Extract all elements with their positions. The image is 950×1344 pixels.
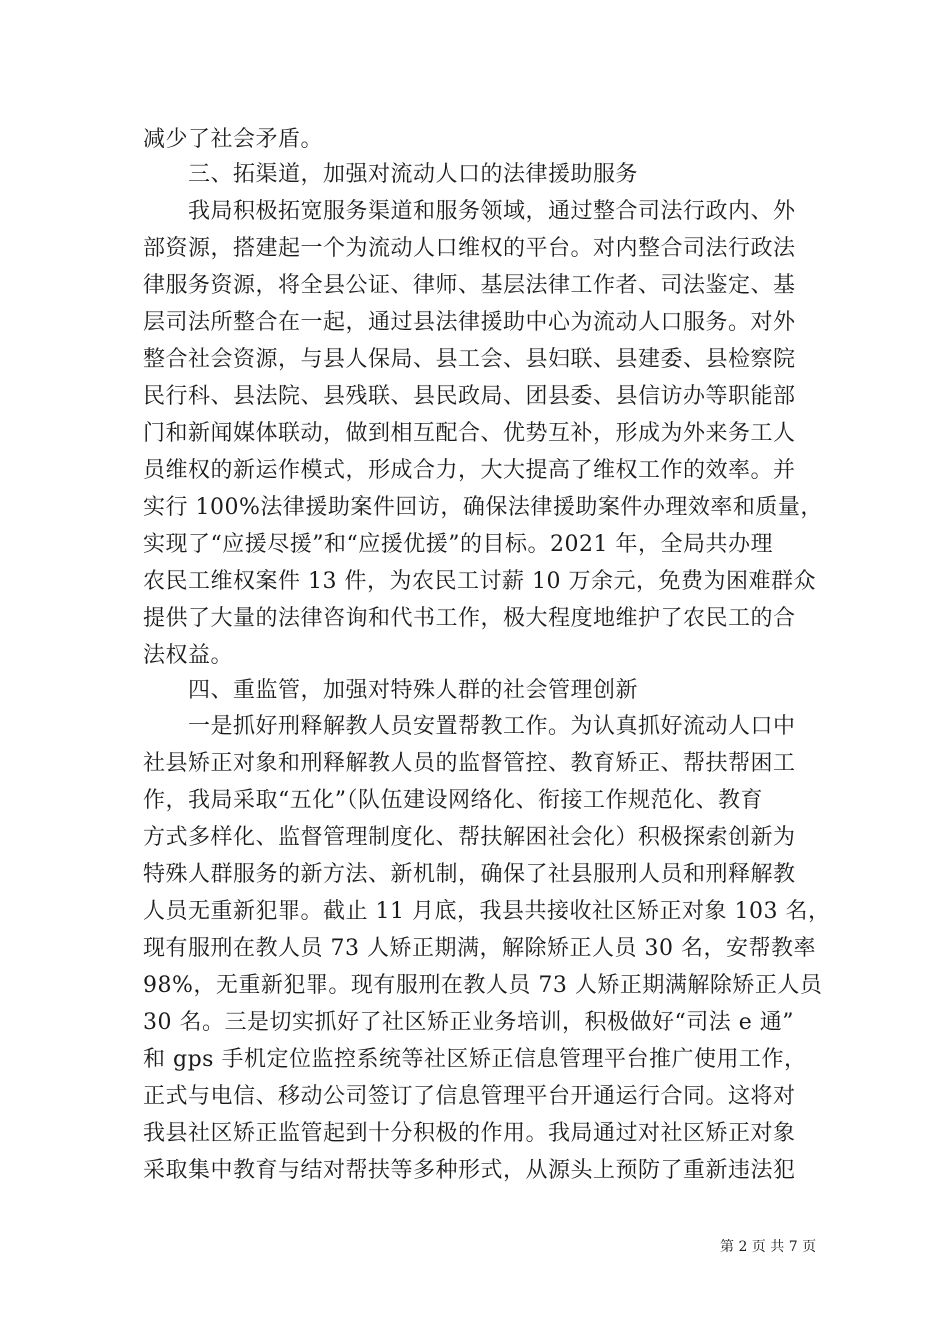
section-heading-3: 三、拓渠道，加强对流动人口的法律援助服务 — [188, 162, 639, 187]
text-line-18: 社县矫正对象和刑释解教人员的监督管控、教育矫正、帮扶帮困工 — [143, 751, 796, 776]
text-line-23: 现有服刑在教人员 73 人矫正期满，解除矫正人员 30 名，安帮教率 — [143, 936, 816, 961]
text-line-14: 提供了大量的法律咨询和代书工作，极大程度地维护了农民工的合 — [143, 606, 796, 631]
text-line-5: 律服务资源，将全县公证、律师、基层法律工作者、司法鉴定、基 — [143, 273, 796, 298]
text-line-6: 层司法所整合在一起，通过县法律援助中心为流动人口服务。对外 — [143, 310, 796, 335]
text-line-11: 实行 100%法律援助案件回访，确保法律援助案件办理效率和质量， — [143, 495, 823, 520]
text-line-19: 作，我局采取“五化”（队伍建设网络化、衔接工作规范化、教育 — [143, 788, 763, 813]
text-line-3: 我局积极拓宽服务渠道和服务领域，通过整合司法行政内、外 — [188, 199, 796, 224]
text-line-21: 特殊人群服务的新方法、新机制，确保了社县服刑人员和刑释解教 — [143, 862, 796, 887]
text-line-10: 员维权的新运作模式，形成合力，大大提高了维权工作的效率。并 — [143, 458, 796, 483]
text-line-22: 人员无重新犯罪。截止 11 月底，我县共接收社区矫正对象 103 名， — [143, 899, 831, 924]
text-line-13: 农民工维权案件 13 件，为农民工讨薪 10 万余元，免费为困难群众 — [143, 569, 816, 594]
text-line-17: 一是抓好刑释解教人员安置帮教工作。为认真抓好流动人口中 — [188, 714, 796, 739]
text-line-27: 正式与电信、移动公司签订了信息管理平台开通运行合同。这将对 — [143, 1084, 796, 1109]
text-line-15: 法权益。 — [143, 643, 234, 668]
page-number: 第 2 页 共 7 页 — [720, 1239, 817, 1255]
text-line-28: 我县社区矫正监管起到十分积极的作用。我局通过对社区矫正对象 — [143, 1121, 796, 1146]
text-line-24: 98%，无重新犯罪。现有服刑在教人员 73 人矫正期满解除矫正人员 — [143, 973, 823, 998]
text-line-20: 方式多样化、监督管理制度化、帮扶解困社会化）积极探索创新为 — [143, 825, 796, 850]
text-line-29: 采取集中教育与结对帮扶等多种形式，从源头上预防了重新违法犯 — [143, 1158, 796, 1183]
text-line-7: 整合社会资源，与县人保局、县工会、县妇联、县建委、县检察院 — [143, 347, 796, 372]
text-line-4: 部资源，搭建起一个为流动人口维权的平台。对内整合司法行政法 — [143, 236, 796, 261]
section-heading-4: 四、重监管，加强对特殊人群的社会管理创新 — [188, 678, 639, 703]
text-line-12: 实现了“应援尽援”和“应援优援”的目标。2021 年，全局共办理 — [143, 532, 773, 557]
text-line-8: 民行科、县法院、县残联、县民政局、团县委、县信访办等职能部 — [143, 384, 796, 409]
text-line-25: 30 名。三是切实抓好了社区矫正业务培训，积极做好“司法 e 通” — [143, 1010, 794, 1035]
text-line-1: 减少了社会矛盾。 — [143, 127, 324, 152]
text-line-9: 门和新闻媒体联动，做到相互配合、优势互补，形成为外来务工人 — [143, 421, 796, 446]
text-line-26: 和 gps 手机定位监控系统等社区矫正信息管理平台推广使用工作， — [143, 1047, 807, 1072]
